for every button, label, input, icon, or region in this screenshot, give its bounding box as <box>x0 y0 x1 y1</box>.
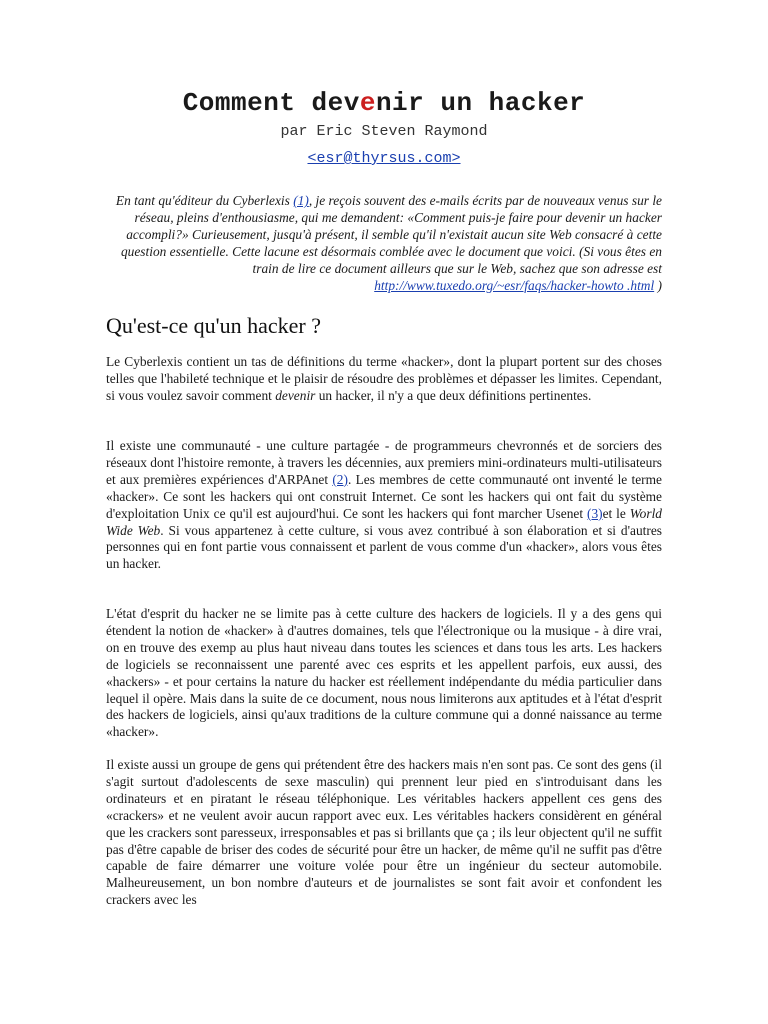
title-part-1: Comment dev <box>182 88 360 118</box>
intro-text-2: , je reçois souvent des e-mails écrits par de nouveaux venus sur le réseau, pleins d'enthousiasme, qui me demandent: «Comment puis-je faire pour devenir un hacker accompli?» Curieusement, jusqu'à présent, il semble qu'il n'existait aucun site Web consacré à cette question essentielle. Cette lacune est désormais comblée avec le document que voici. (Si vous êtes en train de lire ce document ailleurs que sur le Web, sachez que son adresse est <box>120 193 662 276</box>
p1-text-1: Le Cyberlexis contient un tas de définitions du terme «hacker», dont la plupart portent sur des choses telles que l'habileté technique et le plaisir de résoudre des problèmes et dépasser les limites. Cependant, si vous voulez savoir comment <box>106 354 662 403</box>
title-accent-letter: e <box>359 88 376 118</box>
p2-text-4: . Si vous appartenez à cette culture, si vous avez contribué à son élaboration et si d'autres personnes qui en font partie vous connaissent et parlent de vous comme d'un «hacker», alors vous êtes un hacker. <box>106 522 663 572</box>
p1-text-2: un hacker, il n'y a que deux définitions pertinentes. <box>315 387 592 403</box>
paragraph-1 <box>106 354 662 405</box>
p2-emphasis: World Wide Web <box>106 505 662 538</box>
footnote-link-1[interactable]: (1) <box>293 193 309 208</box>
intro-paragraph <box>106 192 662 294</box>
p2-text-3: et le <box>602 505 630 521</box>
document-title <box>0 88 768 118</box>
author-line: par Eric Steven Raymond <box>280 123 488 140</box>
intro-text-3: ) <box>654 278 662 293</box>
author-email-link[interactable]: <esr@thyrsus.com> <box>307 150 461 167</box>
p2-text-1: Il existe une communauté - une culture partagée - de programmeurs chevronnés et de sorciers des réseaux dont l'histoire remonte, à travers les décennies, aux premiers mini-ordinateurs multi-utilisateurs et aux premières expériences d'ARPAnet <box>106 438 662 487</box>
p2-text-2: . Les membres de cette communauté ont inventé le terme «hacker». Ce sont les hackers qui ont construit Internet. Ce sont les hackers qui ont fait du système d'exploitation Unix ce qu'il est aujourd'hui. Ce sont les hackers qui font marcher Usenet <box>106 471 662 521</box>
email-line <box>0 150 768 167</box>
paragraph-3: L'état d'esprit du hacker ne se limite pas à cette culture des hackers de logiciels. Il y a des gens qui étendent la notion de «hacker» à d'autres domaines, tels que l'électronique ou la musique - à dire vrai, on en trouve des exemp au plus haut niveau dans toutes les sciences et dans tous les arts. Les hackers de logiciels se reconnaissent une parenté avec ces esprits et les appellent parfois, eux aussi, des «hackers» - et pour certains la nature du hacker est réellement indépendante du média particulier dans lequel il opère. Mais dans la suite de ce document, nous nous limiterons aux aptitudes et à l'état d'esprit des hackers de logiciels, ainsi qu'aux traditions de la culture commune qui a donné naissance au terme «hacker». <box>106 606 662 740</box>
p1-emphasis: devenir <box>275 387 316 403</box>
footnote-link-3[interactable]: (3) <box>586 505 603 521</box>
footnote-link-2[interactable]: (2) <box>332 471 348 487</box>
title-part-2: nir un hacker <box>375 88 586 118</box>
intro-text-1: En tant qu'éditeur du Cyberlexis <box>115 193 294 208</box>
hacker-howto-url-link[interactable]: http://www.tuxedo.org/~esr/faqs/hacker-howto .html <box>374 278 655 293</box>
paragraph-4: Il existe aussi un groupe de gens qui prétendent être des hackers mais n'en sont pas. Ce sont des gens (il s'agit surtout d'adolescents de sexe masculin) qui prennent leur pied en s'introduisant dans les ordinateurs et en piratant le réseau téléphonique. Les véritables hackers appellent ces gens des «crackers» et ne veulent avoir aucun rapport avec eux. Les véritables hackers considèrent en général que les crackers sont paresseux, irresponsables et pas si brillants que ça ; ils leur objectent qu'il ne suffit pas d'être capable de briser des codes de sécurité pour être un hacker, de même qu'il ne suffit pas d'être capable de faire démarrer une voiture volée pour être un ingénieur du secteur automobile. Malheureusement, un bon nombre d'auteurs et de journalistes se sont fait avoir et confondent les crackers avec les <box>106 757 662 908</box>
section-heading: Qu'est-ce qu'un hacker ? <box>106 313 321 338</box>
paragraph-2 <box>106 438 662 573</box>
